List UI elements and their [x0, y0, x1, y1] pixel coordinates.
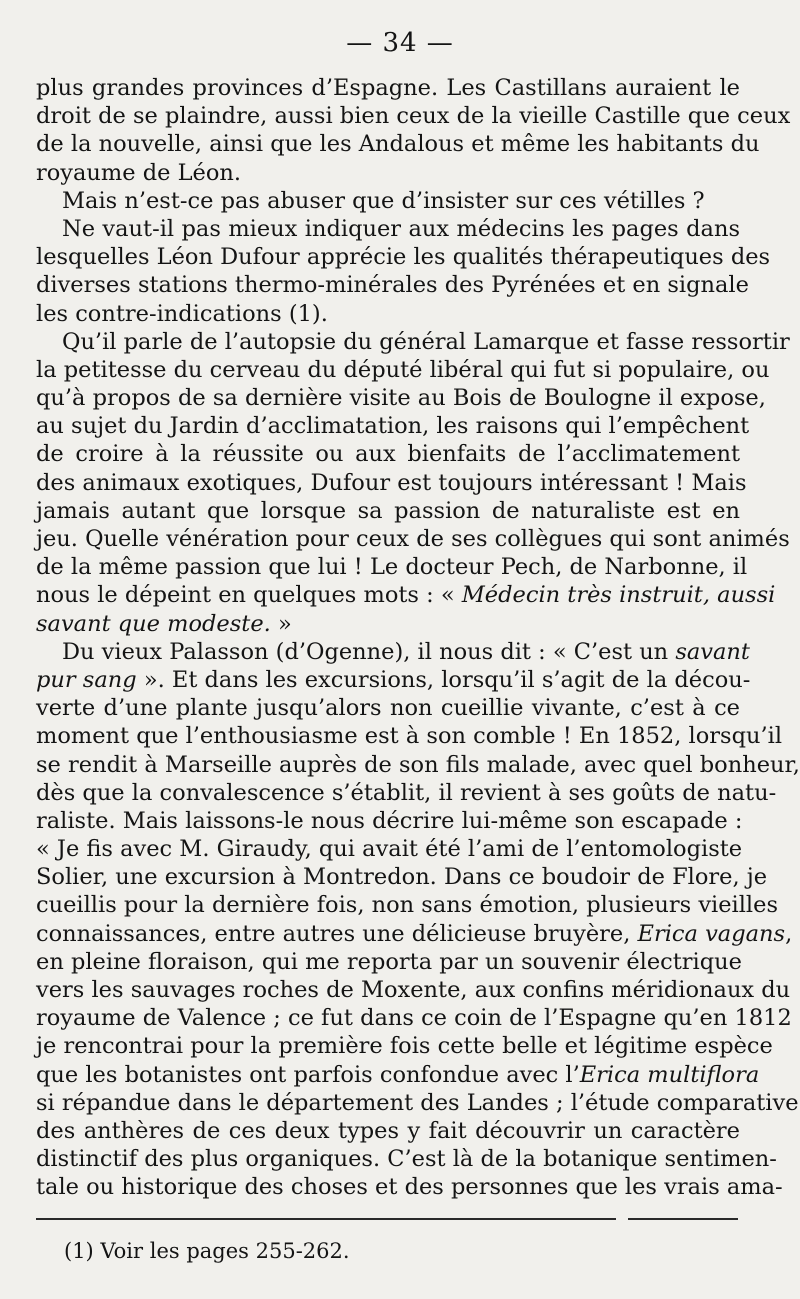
text-line: nous le dépeint en quelques mots : « Médecin très instruit, aussi — [36, 582, 776, 609]
page-number: — 34 — — [346, 28, 454, 58]
text-line: au sujet du Jardin d’acclimatation, les raisons qui l’empêchent — [36, 413, 750, 440]
text-line: en pleine floraison, qui me reporta par un souvenir électrique — [36, 948, 742, 975]
text-line: de la nouvelle, ainsi que les Andalous et même les habitants du — [36, 131, 760, 158]
text-line: moment que l’enthousiasme est à son comble ! En 1852, lorsqu’il — [36, 723, 783, 750]
text-line: raliste. Mais laissons-le nous décrire lui-même son escapade : — [36, 807, 743, 834]
text-line: Qu’il parle de l’autopsie du général Lamarque et fasse ressortir — [62, 328, 790, 355]
text-line: royaume de Léon. — [36, 159, 242, 186]
text-line: des animaux exotiques, Dufour est toujours intéressant ! Mais — [36, 469, 747, 496]
text-line: cueillis pour la dernière fois, non sans émotion, plusieurs vieilles — [36, 892, 778, 919]
text-line: jeu. Quelle vénération pour ceux de ses collègues qui sont animés — [36, 526, 790, 552]
text-line: verte d’une plante jusqu’alors non cueillie vivante, c’est à ce — [36, 695, 740, 722]
text-line: la petitesse du cerveau du député libéral qui fut si populaire, ou — [36, 356, 770, 383]
text-line: lesquelles Léon Dufour apprécie les qualités thérapeutiques des — [36, 244, 771, 271]
text-line: droit de se plaindre, aussi bien ceux de la vieille Castille que ceux — [36, 103, 791, 130]
text-line: les contre-indications (1). — [36, 300, 328, 327]
text-line: savant que modeste. » — [36, 610, 292, 637]
text-line: plus grandes provinces d’Espagne. Les Castillans auraient le — [36, 75, 740, 101]
text-line: se rendit à Marseille auprès de son fils malade, avec quel bonheur, — [36, 751, 800, 778]
footnote-rule-end — [628, 1218, 738, 1220]
text-line: distinctif des plus organiques. C’est là de la botanique sentimen- — [36, 1146, 777, 1173]
text-line: « Je fis avec M. Giraudy, qui avait été l’ami de l’entomologiste — [36, 836, 743, 863]
footnote-rule — [36, 1218, 616, 1220]
italic-text: Erica multiflora — [579, 1061, 760, 1088]
text-line: des anthères de ces deux types y fait découvrir un caractère — [36, 1117, 740, 1144]
text-line: tale ou historique des choses et des personnes que les vrais ama- — [36, 1174, 783, 1201]
italic-text: savant que modeste. — [36, 610, 271, 637]
text-line: Mais n’est-ce pas abuser que d’insister sur ces vétilles ? — [62, 187, 705, 214]
text-line: de croire à la réussite ou aux bienfaits de l’acclimatement — [36, 441, 740, 468]
text-line: vers les sauvages roches de Moxente, aux confins méridionaux du — [36, 977, 791, 1003]
text-line: de la même passion que lui ! Le docteur Pech, de Narbonne, il — [36, 554, 748, 581]
italic-text: savant — [675, 638, 750, 665]
text-line: diverses stations thermo-minérales des Pyrénées et en signale — [36, 272, 749, 299]
text-line: Solier, une excursion à Montredon. Dans ce boudoir de Flore, je — [36, 864, 768, 891]
text-line: jamais autant que lorsque sa passion de naturaliste est en — [36, 497, 740, 524]
text-line: connaissances, entre autres une délicieuse bruyère, Erica vagans, — [36, 920, 793, 947]
footnote: (1) Voir les pages 255-262. — [64, 1239, 350, 1263]
body-text — [36, 74, 800, 1202]
italic-text: Erica vagans — [637, 920, 786, 947]
text-line: Ne vaut-il pas mieux indiquer aux médecins les pages dans — [62, 215, 740, 242]
text-line: Du vieux Palasson (d’Ogenne), il nous dit : « C’est un savant — [62, 638, 750, 665]
italic-text: pur sang — [36, 666, 137, 693]
text-line: dès que la convalescence s’établit, il revient à ses goûts de natu- — [36, 779, 777, 806]
text-line: je rencontrai pour la première fois cette belle et légitime espèce — [36, 1033, 773, 1060]
text-line: royaume de Valence ; ce fut dans ce coin de l’Espagne qu’en 1812 — [36, 1005, 792, 1032]
text-line: qu’à propos de sa dernière visite au Bois de Boulogne il expose, — [36, 385, 766, 412]
text-line: pur sang ». Et dans les excursions, lorsqu’il s’agit de la décou- — [36, 666, 751, 693]
text-line: que les botanistes ont parfois confondue avec l’Erica multiflora — [36, 1061, 760, 1088]
italic-text: Médecin très instruit, aussi — [461, 582, 776, 609]
text-line: si répandue dans le département des Landes ; l’étude comparative — [36, 1089, 799, 1116]
